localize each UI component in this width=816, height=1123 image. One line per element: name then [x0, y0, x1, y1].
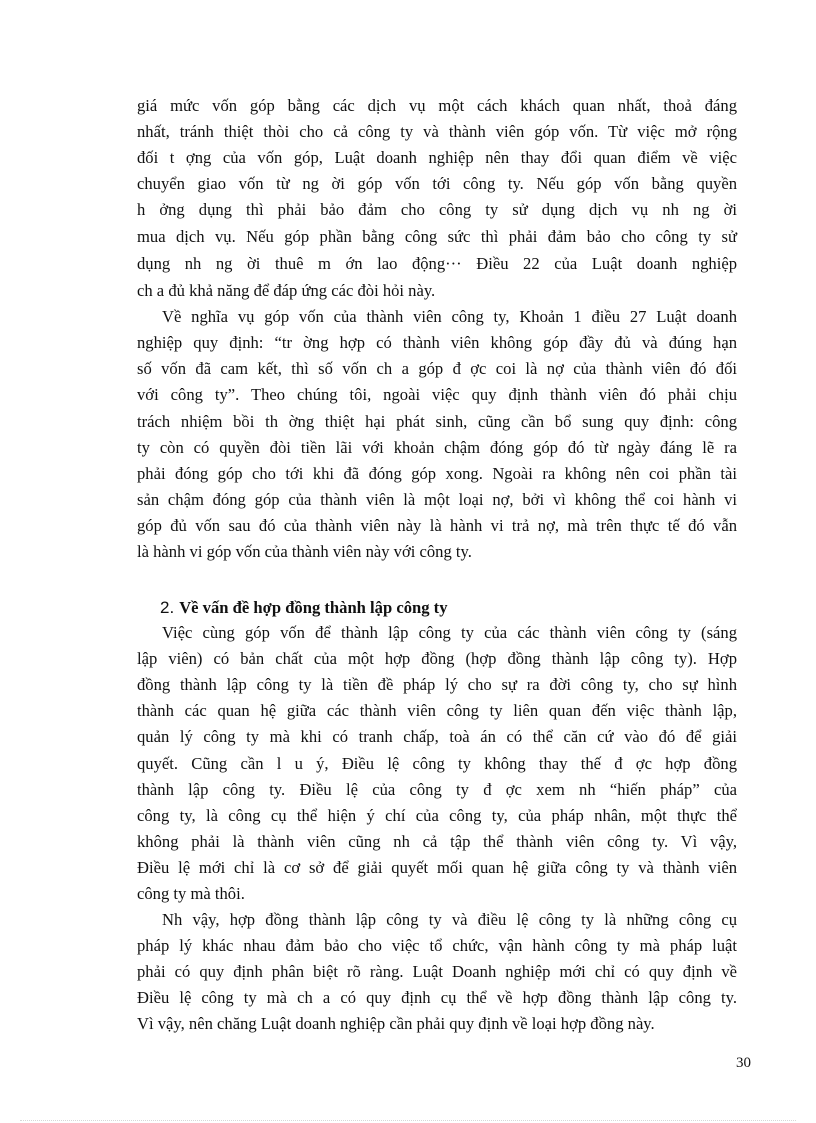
text-line: thành các quan hệ giữa các thành viên công ty liên quan đến việc thành lập,	[137, 701, 737, 720]
text-line: Vì vậy, nên chăng Luật doanh nghiệp cần phải quy định về loại hợp đồng này.	[137, 1014, 655, 1033]
section-number: 2.	[160, 598, 175, 617]
text-line: mua dịch vụ. Nếu góp phần bằng công sức thì phải đảm bảo cho công ty sử	[137, 227, 737, 246]
text-line: h ởng dụng thì phải bảo đảm cho công ty sử dụng dịch vụ nh ng ời	[137, 200, 737, 219]
text-line: thành lập công ty. Điều lệ của công ty đ ợc xem nh “hiến pháp” của	[137, 780, 737, 799]
text-line: dụng nh ng ời thuê m ớn lao động··· Điều 22 của Luật doanh nghiệp	[137, 254, 737, 273]
text-line: Nh vậy, hợp đồng thành lập công ty và điều lệ công ty là những công cụ	[162, 910, 737, 929]
text-line: sản chậm đóng góp của thành viên là một loại nợ, bởi vì không thể coi hành vi	[137, 490, 737, 509]
text-line: không phải là thành viên cũng nh cả tập thể thành viên công ty. Vì vậy,	[137, 832, 737, 851]
text-line: Việc cùng góp vốn để thành lập công ty của các thành viên công ty (sáng	[162, 623, 737, 642]
text-line: góp đủ vốn sau đó của thành viên này là hành vi trả nợ, mà trên thực tế đó vẫn	[137, 516, 737, 535]
text-line: lập viên) có bản chất của một hợp đồng (hợp đồng thành lập công ty). Hợp	[137, 649, 737, 668]
text-line: giá mức vốn góp bằng các dịch vụ một cách khách quan nhất, thoả đáng	[137, 96, 737, 115]
text-line: Về nghĩa vụ góp vốn của thành viên công ty, Khoản 1 điều 27 Luật doanh	[162, 307, 737, 326]
text-line: quản lý công ty mà khi có tranh chấp, toà án có thể căn cứ vào đó để giải	[137, 727, 737, 746]
text-line: ty còn có quyền đòi tiền lãi với khoản chậm đóng góp đó từ ngày đáng lẽ ra	[137, 438, 737, 457]
text-line: nhất, tránh thiệt thòi cho cả công ty và thành viên góp vốn. Từ việc mở rộng	[137, 122, 737, 141]
text-line: chuyển giao vốn từ ng ời góp vốn tới công ty. Nếu góp vốn bằng quyền	[137, 174, 737, 193]
text-line: phải đóng góp cho tới khi đã đóng góp xong. Ngoài ra không nên coi phần tài	[137, 464, 737, 483]
text-line: pháp lý khác nhau đảm bảo cho việc tổ chức, vận hành công ty mà pháp luật	[137, 936, 737, 955]
text-line: với công ty”. Theo chúng tôi, ngoài việc quy định thành viên đó phải chịu	[137, 385, 737, 404]
section-title: Về vấn đề hợp đồng thành lập công ty	[179, 598, 448, 617]
text-line: nghiệp quy định: “tr ờng hợp có thành viên không góp đầy đủ và đúng hạn	[137, 333, 737, 352]
text-line: ch a đủ khả năng để đáp ứng các đòi hỏi này.	[137, 281, 436, 300]
text-line: trách nhiệm bồi th ờng thiệt hại phát sinh, cũng cần bổ sung quy định: công	[137, 412, 737, 431]
text-line: quyết. Cũng cần l u ý, Điều lệ công ty không thay thế đ ợc hợp đồng	[137, 754, 737, 773]
text-line: công ty mà thôi.	[137, 884, 245, 903]
page-number: 30	[736, 1055, 751, 1071]
text-line: số vốn đã cam kết, thì số vốn ch a góp đ ợc coi là nợ của thành viên đó đối	[137, 359, 737, 378]
text-line: đồng thành lập công ty là tiền đề pháp lý cho sự ra đời công ty, cho sự hình	[137, 675, 737, 694]
page-bottom-border	[20, 1120, 796, 1121]
text-line: Điều lệ công ty mà ch a có quy định cụ thể về hợp đồng thành lập công ty.	[137, 988, 737, 1007]
text-line: phải có quy định phân biệt rõ ràng. Luật Doanh nghiệp mới chỉ có quy định về	[137, 962, 737, 981]
text-line: công ty, là công cụ thể hiện ý chí của công ty, của pháp nhân, một thực thể	[137, 806, 737, 825]
text-line: đối t ợng của vốn góp, Luật doanh nghiệp nên thay đổi quan điểm về việc	[137, 148, 737, 167]
text-line: là hành vi góp vốn của thành viên này với công ty.	[137, 542, 472, 561]
section-heading	[160, 598, 448, 618]
text-line: Điều lệ mới chỉ là cơ sở để giải quyết mối quan hệ giữa công ty và thành viên	[137, 858, 737, 877]
